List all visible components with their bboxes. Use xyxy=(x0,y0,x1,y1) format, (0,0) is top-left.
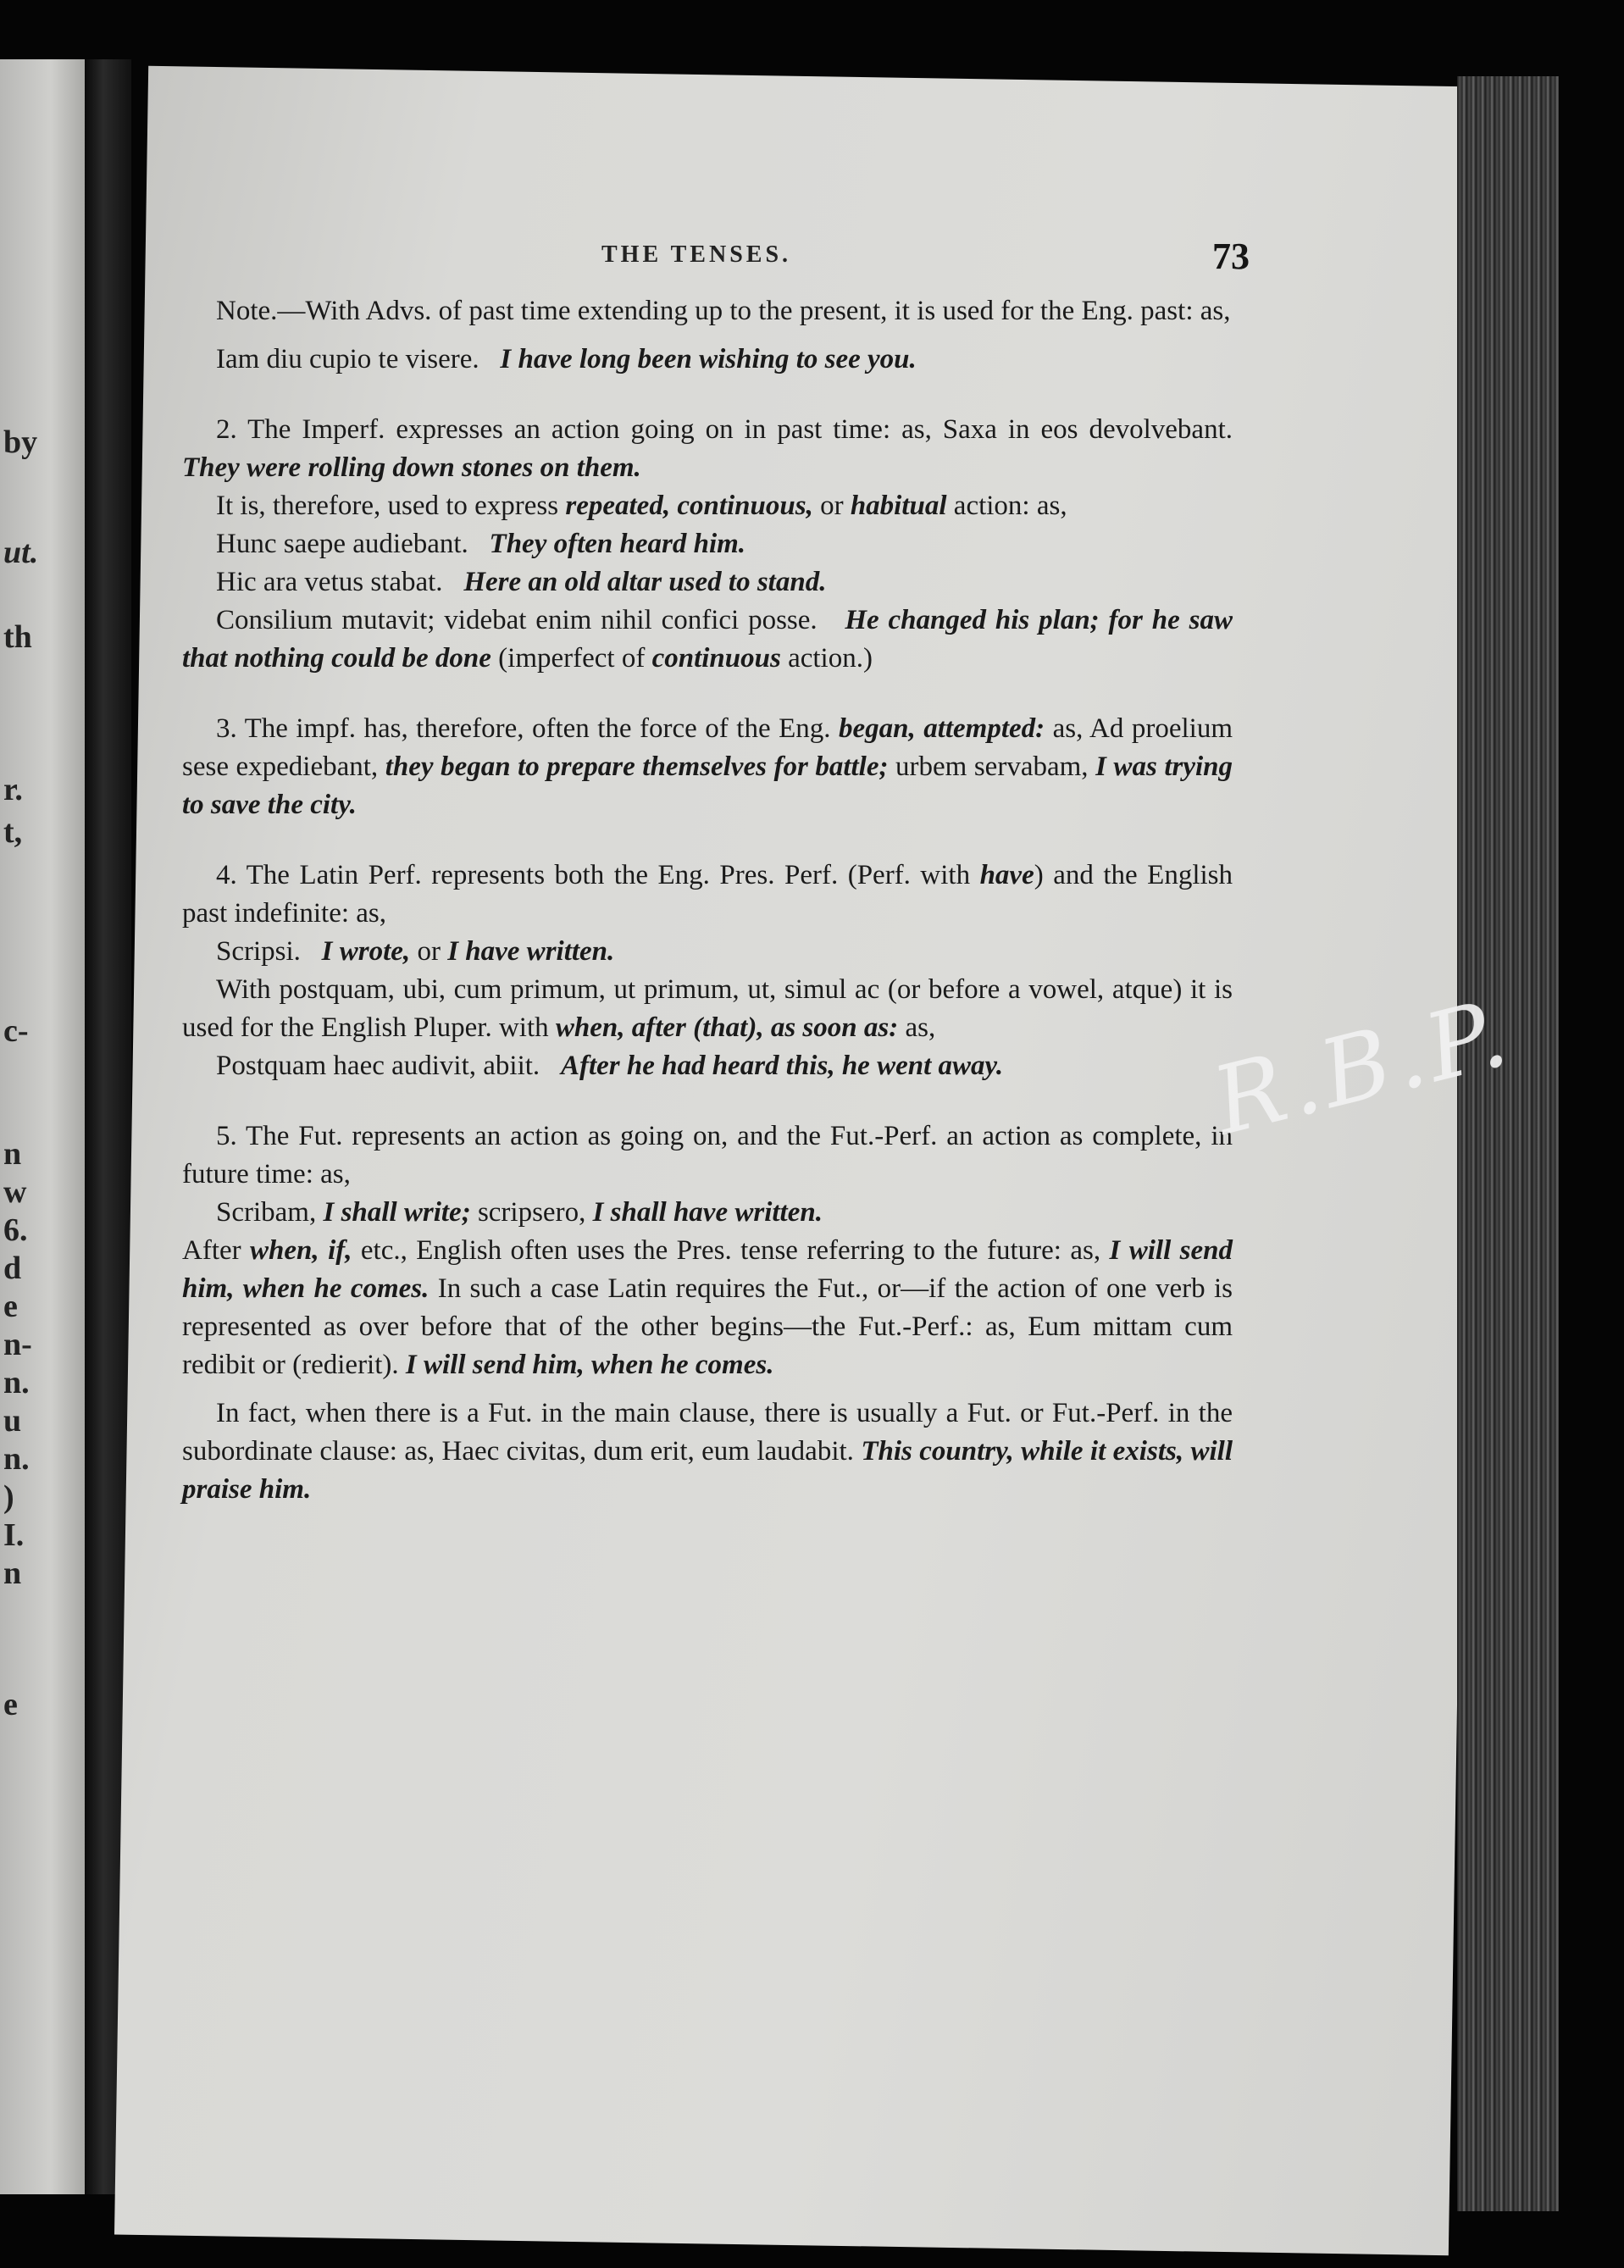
english-translation: I have long been wishing to see you. xyxy=(500,344,917,374)
left-fragment: r. xyxy=(3,772,23,807)
section-5-closing: In fact, when there is a Fut. in the main clause, there is usually a Fut. or Fut.-Perf. in the subordinate clause: as, Haec civitas, dum erit, eum laudabit. This country, while it exists, will praise him. xyxy=(182,1398,1233,1505)
left-fragment: c- xyxy=(3,1013,29,1049)
latin-example: Iam diu cupio te visere. xyxy=(216,344,479,374)
left-fragment: e xyxy=(3,1289,18,1324)
left-fragment: by xyxy=(3,424,38,460)
left-fragment: n. xyxy=(3,1365,30,1400)
left-fragment: d xyxy=(3,1250,22,1286)
example-line: Scripsi. I wrote, or I have written. xyxy=(216,936,615,967)
section-3-paragraph: 3. The impf. has, therefore, often the force of the Eng. began, attempted: as, Ad proelium sese expediebant, they began to prepare themselves for battle; urbem servabam, I was trying to save the city. xyxy=(182,713,1233,820)
left-fragment: n xyxy=(3,1555,22,1591)
note-example xyxy=(182,341,1233,379)
example-line: Scribam, I shall write; scripsero, I shall have written. xyxy=(216,1197,823,1228)
left-fragment: ) xyxy=(3,1479,14,1515)
left-fragment: n. xyxy=(3,1441,30,1477)
running-head-title: THE TENSES. xyxy=(601,241,792,268)
page-content xyxy=(182,236,1250,1509)
example-line: Hunc saepe audiebant. They often heard him. xyxy=(216,529,746,559)
left-fragment: n- xyxy=(3,1327,32,1362)
page-edges xyxy=(1457,76,1559,2211)
example-line: Consilium mutavit; videbat enim nihil confici posse. He changed his plan; for he saw that nothing could be done (imperfect of continuous action.) xyxy=(182,605,1233,674)
section-5-paragraph: 5. The Fut. represents an action as going on, and the Fut.-Perf. an action as complete, in future time: as, xyxy=(182,1121,1233,1189)
left-fragment: u xyxy=(3,1403,22,1439)
section-4-continuation: With postquam, ubi, cum primum, ut primum, ut, simul ac (or before a vowel, atque) it is used for the English Pluper. with when, after (that), as soon as: as, xyxy=(182,974,1233,1043)
left-fragment: n xyxy=(3,1136,22,1172)
page-number: 73 xyxy=(1212,236,1250,277)
section-5-continuation: After when, if, etc., English often uses the Pres. tense referring to the future: as, I will send him, when he comes. In such a case Latin requires the Fut., or—if the action of one verb is represented as over before that of the other begins—the Fut.-Perf.: as, Eum mittam cum redibit or (redierit). I will send him, when he comes. xyxy=(182,1235,1233,1380)
section-2-paragraph: 2. The Imperf. expresses an action going on in past time: as, Saxa in eos devolvebant. They were rolling down stones on them. xyxy=(182,414,1233,483)
left-fragment: th xyxy=(3,619,32,655)
left-fragment: ut. xyxy=(3,535,39,570)
left-fragment: w xyxy=(3,1174,27,1210)
section-2-continuation: It is, therefore, used to express repeated, continuous, or habitual action: as, xyxy=(216,491,1067,521)
section-4-paragraph: 4. The Latin Perf. represents both the Eng. Pres. Perf. (Perf. with have) and the English past indefinite: as, xyxy=(182,860,1233,929)
left-fragment: t, xyxy=(3,814,23,850)
note-paragraph: Note.—With Advs. of past time extending up to the present, it is used for the Eng. past: as, xyxy=(216,296,1231,326)
example-line: Hic ara vetus stabat. Here an old altar used to stand. xyxy=(216,567,827,597)
handwritten-initials: R.B.P. xyxy=(1202,977,1522,1156)
left-fragment: I. xyxy=(3,1517,25,1553)
left-fragment: e xyxy=(3,1687,18,1722)
left-fragment: 6. xyxy=(3,1212,28,1248)
facing-page-strip xyxy=(0,59,85,2194)
running-head xyxy=(182,236,1250,292)
example-line: Postquam haec audivit, abiit. After he had heard this, he went away. xyxy=(216,1051,1004,1081)
